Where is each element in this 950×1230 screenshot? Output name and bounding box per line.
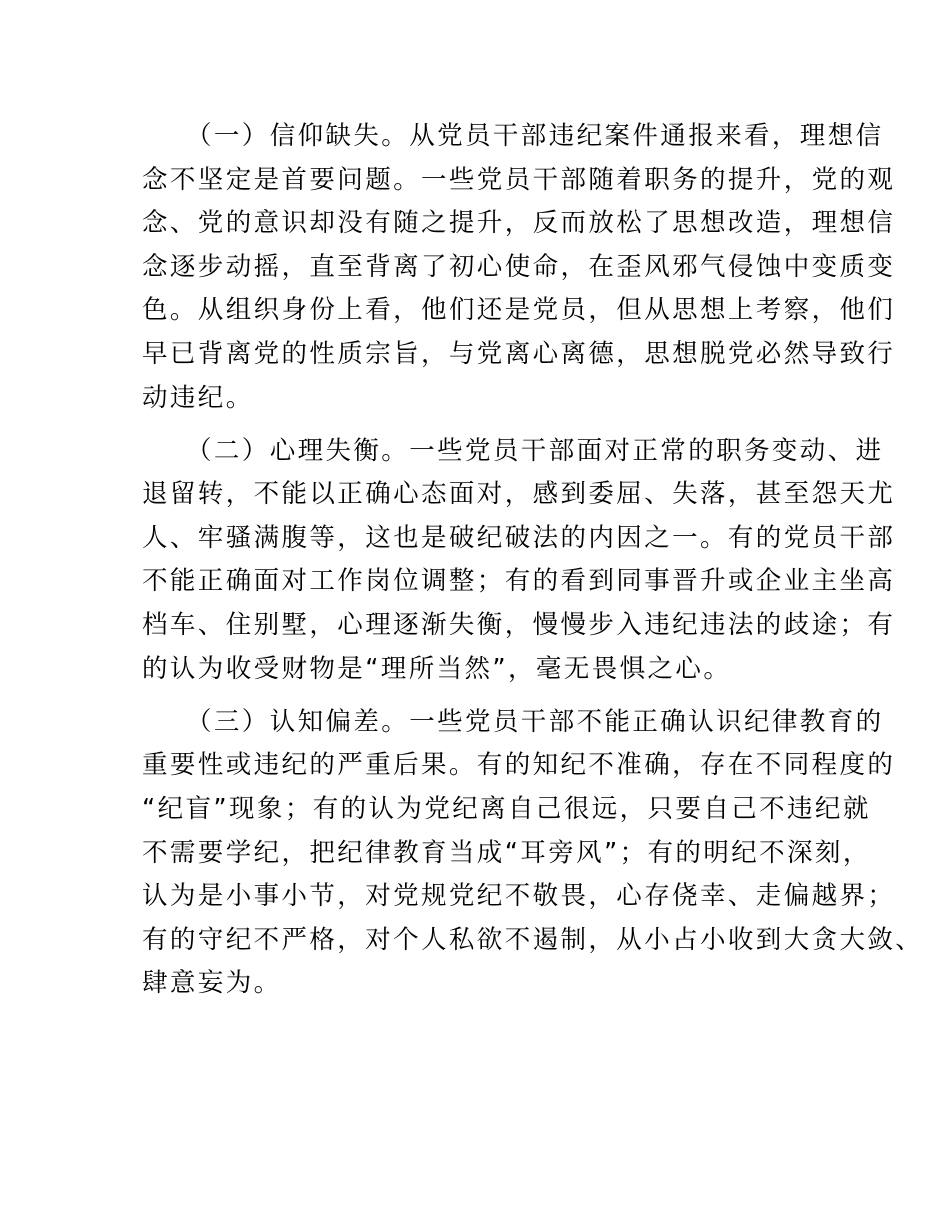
paragraph-line: 肆意妄为。 bbox=[142, 968, 282, 999]
paragraph-line: 不需要学纪，把纪律教育当成“耳旁风”；有的明纪不深刻， bbox=[142, 837, 871, 868]
paragraph-cognitive-bias bbox=[142, 701, 924, 1006]
paragraph-belief-loss bbox=[142, 115, 896, 420]
paragraph-line: 重要性或违纪的严重后果。有的知纪不准确，存在不同程度的 bbox=[142, 750, 896, 781]
paragraph-line: 动违纪。 bbox=[142, 382, 254, 413]
paragraph-line: （二）心理失衡。一些党员干部面对正常的职务变动、进 bbox=[186, 435, 884, 466]
document-page bbox=[142, 115, 924, 1015]
paragraph-line: 档车、住别墅，心理逐渐失衡，慢慢步入违纪违法的歧途；有 bbox=[142, 610, 896, 641]
paragraph-line: 色。从组织身份上看，他们还是党员，但从思想上考察，他们 bbox=[142, 295, 896, 326]
paragraph-line: 的认为收受财物是“理所当然”，毫无畏惧之心。 bbox=[142, 653, 732, 684]
paragraph-line: 念不坚定是首要问题。一些党员干部随着职务的提升，党的观 bbox=[142, 164, 896, 195]
paragraph-line: 人、牢骚满腹等，这也是破纪破法的内因之一。有的党员干部 bbox=[142, 522, 896, 553]
paragraph-line: 认为是小事小节，对党规党纪不敬畏，心存侥幸、走偏越界； bbox=[142, 881, 896, 912]
paragraph-line: 退留转，不能以正确心态面对，感到委屈、失落，甚至怨天尤 bbox=[142, 479, 896, 510]
paragraph-line: （三）认知偏差。一些党员干部不能正确认识纪律教育的 bbox=[186, 706, 884, 737]
paragraph-line: 早已背离党的性质宗旨，与党离心离德，思想脱党必然导致行 bbox=[142, 338, 896, 369]
paragraph-line: （一）信仰缺失。从党员干部违纪案件通报来看，理想信 bbox=[186, 121, 884, 151]
paragraph-line: 有的守纪不严格，对个人私欲不遏制，从小占小收到大贪大敛、 bbox=[142, 924, 924, 955]
paragraph-psychological-imbalance bbox=[142, 430, 896, 692]
paragraph-line: 念逐步动摇，直至背离了初心使命，在歪风邪气侵蚀中变质变 bbox=[142, 251, 896, 282]
paragraph-line: 不能正确面对工作岗位调整；有的看到同事晋升或企业主坐高 bbox=[142, 566, 896, 597]
paragraph-line: 念、党的意识却没有随之提升，反而放松了思想改造，理想信 bbox=[142, 208, 896, 239]
paragraph-line: “纪盲”现象；有的认为党纪离自己很远，只要自己不违纪就 bbox=[142, 793, 871, 824]
